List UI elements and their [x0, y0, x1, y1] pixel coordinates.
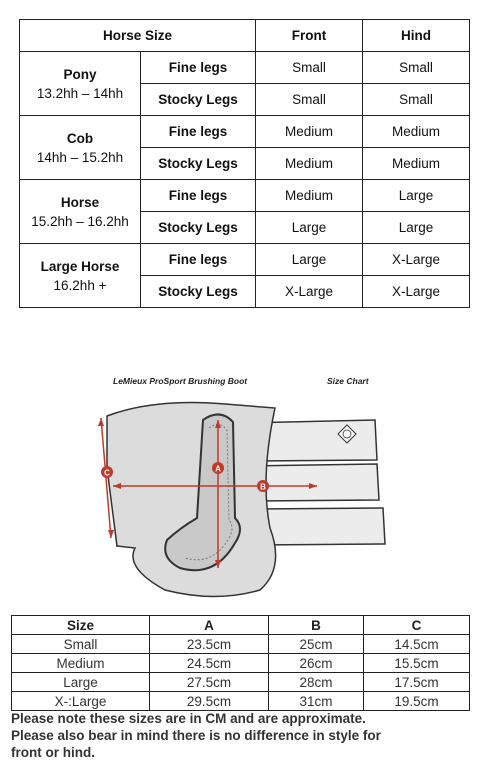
size-cell: Medium [12, 654, 150, 673]
table-row [20, 180, 470, 212]
b-cell: 25cm [269, 635, 364, 654]
table-row [12, 692, 470, 711]
group-pony [20, 52, 141, 116]
boot-illustration [85, 368, 405, 608]
table-row [20, 116, 470, 148]
header-front: Front [256, 20, 363, 52]
c-cell: 14.5cm [364, 635, 470, 654]
group-range: 14hh – 15.2hh [36, 149, 124, 165]
legs-cell: Fine legs [141, 116, 256, 148]
header-size: Size [12, 616, 150, 635]
legs-cell: Stocky Legs [141, 148, 256, 180]
size-cell: Small [12, 635, 150, 654]
hind-cell: Small [363, 84, 470, 116]
group-name: Cob [66, 130, 94, 146]
hind-cell: Medium [363, 116, 470, 148]
hind-cell: Small [363, 52, 470, 84]
front-cell: Medium [256, 180, 363, 212]
c-cell: 19.5cm [364, 692, 470, 711]
table-row [12, 673, 470, 692]
group-range: 13.2hh – 14hh [36, 85, 124, 101]
front-cell: Large [256, 244, 363, 276]
front-cell: Small [256, 52, 363, 84]
diagram-title: LeMieux ProSport Brushing Boot [113, 376, 248, 386]
hind-cell: Medium [363, 148, 470, 180]
measure-a-label: A [215, 464, 221, 474]
hind-cell: Large [363, 212, 470, 244]
header-a: A [150, 616, 269, 635]
group-horse [20, 180, 141, 244]
hind-cell: Large [363, 180, 470, 212]
a-cell: 23.5cm [150, 635, 269, 654]
group-name: Large Horse [40, 258, 120, 274]
b-cell: 26cm [269, 654, 364, 673]
note-line-1: Please note these sizes are in CM and are approximate. [11, 711, 366, 726]
table-row [12, 635, 470, 654]
measure-c-arrow-bottom [108, 530, 114, 538]
b-cell: 31cm [269, 692, 364, 711]
front-cell: Medium [256, 116, 363, 148]
legs-cell: Fine legs [141, 52, 256, 84]
group-cob [20, 116, 141, 180]
legs-cell: Fine legs [141, 180, 256, 212]
group-name: Horse [60, 194, 100, 210]
c-cell: 17.5cm [364, 673, 470, 692]
hind-cell: X-Large [363, 276, 470, 308]
note-line-3: front or hind. [11, 745, 95, 760]
size-guide-header-row [20, 20, 470, 52]
size-cell: X-:Large [12, 692, 150, 711]
legs-cell: Stocky Legs [141, 84, 256, 116]
size-guide-table [19, 19, 470, 308]
front-cell: Small [256, 84, 363, 116]
legs-cell: Stocky Legs [141, 212, 256, 244]
group-large-horse [20, 244, 141, 308]
group-range: 15.2hh – 16.2hh [31, 213, 129, 229]
measurements-header-row [12, 616, 470, 635]
table-row [20, 52, 470, 84]
measure-c-arrow-top [98, 418, 104, 426]
header-b: B [269, 616, 364, 635]
group-name: Pony [63, 66, 97, 82]
diagram-subtitle: Size Chart [327, 376, 369, 386]
front-cell: X-Large [256, 276, 363, 308]
sizing-note [11, 710, 481, 761]
table-row [20, 244, 470, 276]
legs-cell: Fine legs [141, 244, 256, 276]
measure-b-label: B [260, 482, 266, 492]
front-cell: Large [256, 212, 363, 244]
measure-c-label: C [104, 468, 110, 478]
c-cell: 15.5cm [364, 654, 470, 673]
b-cell: 28cm [269, 673, 364, 692]
header-hind: Hind [363, 20, 470, 52]
a-cell: 29.5cm [150, 692, 269, 711]
a-cell: 24.5cm [150, 654, 269, 673]
hind-cell: X-Large [363, 244, 470, 276]
size-cell: Large [12, 673, 150, 692]
note-line-2: Please also bear in mind there is no difference in style for [11, 728, 381, 743]
front-cell: Medium [256, 148, 363, 180]
measurements-table [11, 615, 470, 711]
a-cell: 27.5cm [150, 673, 269, 692]
boot-diagram [85, 368, 405, 608]
header-horse-size: Horse Size [20, 20, 256, 52]
header-c: C [364, 616, 470, 635]
group-range: 16.2hh + [53, 277, 107, 293]
table-row [12, 654, 470, 673]
legs-cell: Stocky Legs [141, 276, 256, 308]
